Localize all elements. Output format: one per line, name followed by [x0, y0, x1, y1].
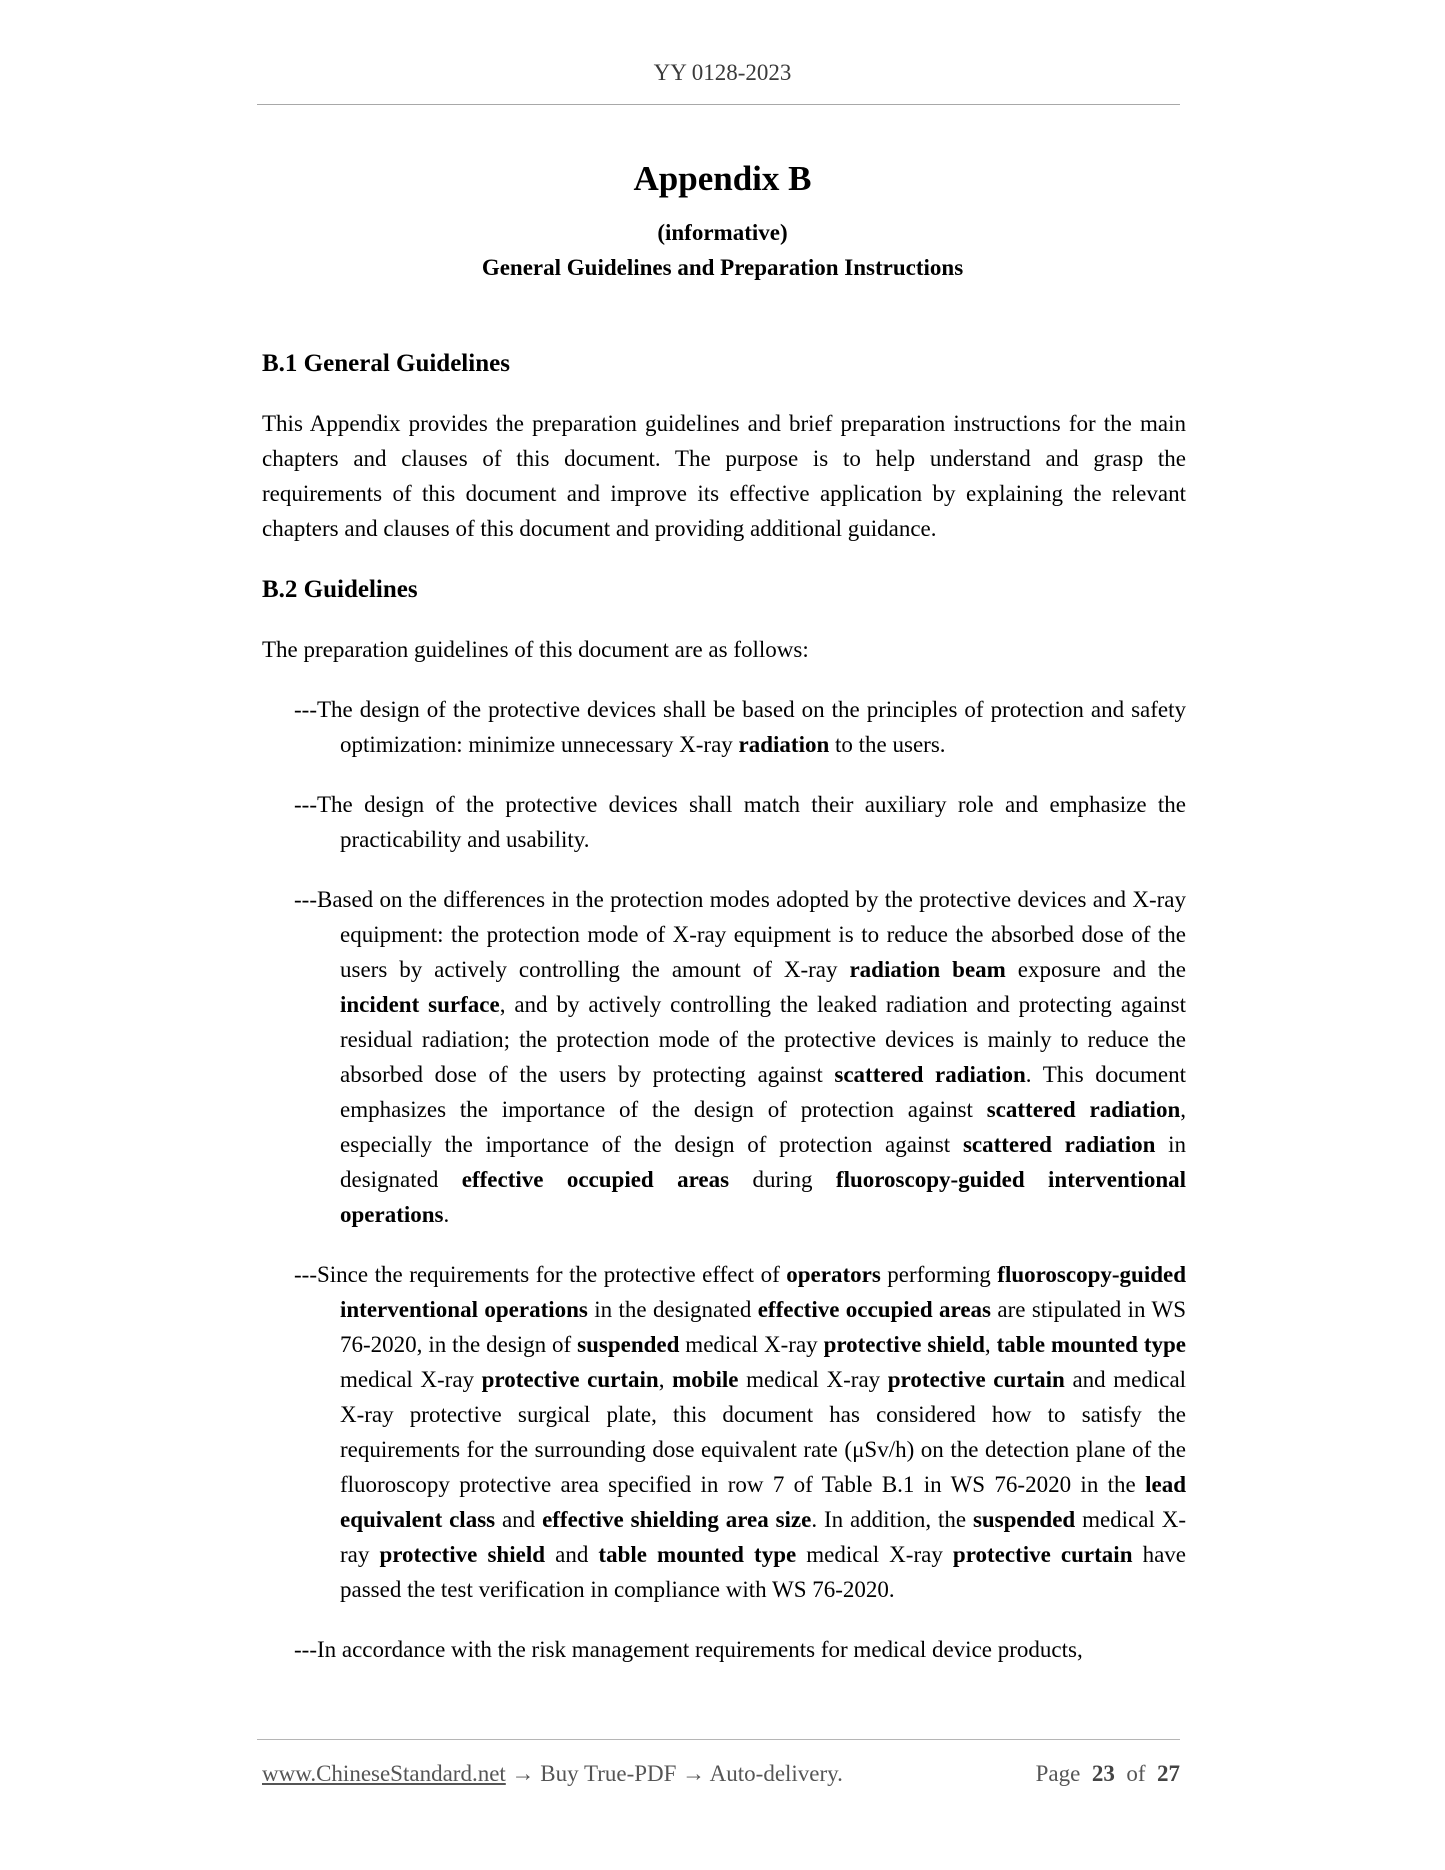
text-run: ---Based on the differences in the protection modes adopted by the protective devices and X-ray equipment: the protection mode of X-ray equipment is to reduce the absorbed dose of the users by actively controlling the amount of X-ray: [294, 887, 1186, 982]
appendix-subtitle: (informative): [657, 220, 788, 245]
text-run: in the designated: [587, 1297, 758, 1322]
bold-term: scattered radiation: [834, 1062, 1026, 1087]
bold-term: incident surface: [340, 992, 500, 1017]
text-run: are stipulated in WS 76-2020, in the design of: [340, 1297, 1186, 1357]
list-item: [262, 1632, 1186, 1667]
text-run: ,: [658, 1367, 673, 1392]
text-run: , especially the importance of the design of protection against: [340, 1097, 1186, 1157]
bold-term: fluoroscopy-guided interventional operations: [340, 1167, 1186, 1227]
bold-term: protective shield: [379, 1542, 546, 1567]
bold-term: radiation: [738, 732, 830, 757]
list-item: [262, 882, 1186, 1232]
page-number: [1036, 1761, 1180, 1787]
text-run: medical X-ray: [679, 1332, 824, 1357]
bold-term: operators: [786, 1262, 881, 1287]
text-run: .: [443, 1202, 450, 1227]
section-paragraph-b1: This Appendix provides the preparation guidelines and brief preparation instructions for the main chapters and clauses of this document. The purpose is to help understand and grasp the requirements of this document and improve its effective application by explaining the relevant chapters and clauses of this document and providing additional guidance.: [262, 411, 1186, 541]
text-run: performing: [880, 1262, 998, 1287]
list-item: [262, 787, 1186, 857]
bold-term: effective occupied areas: [461, 1167, 730, 1192]
bold-term: protective curtain: [481, 1367, 659, 1392]
text-run: ---In accordance with the risk management requirements for medical device products,: [294, 1637, 1083, 1662]
text-run: and: [545, 1542, 599, 1567]
text-run: . In addition, the: [811, 1507, 973, 1532]
text-run: medical X-ray: [340, 1507, 1187, 1567]
bold-term: fluoroscopy-guided interventional operations: [340, 1262, 1186, 1322]
bold-term: table mounted type: [598, 1542, 797, 1567]
text-run: ,: [984, 1332, 997, 1357]
bold-term: radiation beam: [849, 957, 1006, 982]
page-footer: [262, 1761, 1180, 1787]
document-code: YY 0128-2023: [653, 60, 792, 85]
current-page: 23: [1091, 1761, 1115, 1786]
text-run: and: [495, 1507, 543, 1532]
bold-term: table mounted type: [996, 1332, 1186, 1357]
footer-promo: → Buy True-PDF → Auto-delivery.: [505, 1761, 843, 1786]
page-label: Page: [1035, 1761, 1081, 1786]
text-run: during: [729, 1167, 836, 1192]
list-item: [262, 692, 1186, 762]
guideline-list: [262, 692, 1186, 1667]
text-run: medical X-ray: [738, 1367, 888, 1392]
bold-term: protective curtain: [887, 1367, 1065, 1392]
text-run: ---The design of the protective devices shall be based on the principles of protection and safety optimization: minimize unnecessary X-ray: [294, 697, 1186, 757]
of-label: of: [1126, 1761, 1146, 1786]
list-item: [262, 1257, 1186, 1607]
bold-term: scattered radiation: [986, 1097, 1181, 1122]
bold-term: suspended: [577, 1332, 680, 1357]
text-run: ---Since the requirements for the protective effect of: [294, 1262, 787, 1287]
section-heading-b1: B.1 General Guidelines: [262, 350, 510, 377]
text-run: exposure and the: [1005, 957, 1186, 982]
appendix-name: General Guidelines and Preparation Instructions: [481, 255, 964, 280]
bold-term: effective occupied areas: [757, 1297, 992, 1322]
bold-term: mobile: [672, 1367, 739, 1392]
header-divider: [257, 104, 1180, 105]
bold-term: effective shielding area size: [542, 1507, 812, 1532]
text-run: ---The design of the protective devices shall match their auxiliary role and emphasize the practicability and usability.: [294, 792, 1186, 852]
text-run: in designated: [340, 1132, 1187, 1192]
bold-term: protective shield: [823, 1332, 985, 1357]
text-run: . This document emphasizes the importance of the design of protection against: [340, 1062, 1187, 1122]
bold-term: suspended: [972, 1507, 1076, 1532]
bold-term: scattered radiation: [962, 1132, 1156, 1157]
section-paragraph-b2: The preparation guidelines of this document are as follows:: [262, 637, 809, 662]
section-heading-b2: B.2 Guidelines: [262, 576, 418, 603]
bold-term: lead equivalent class: [340, 1472, 1186, 1532]
appendix-title: Appendix B: [633, 159, 812, 198]
text-run: and medical X-ray protective surgical plate, this document has considered how to satisfy the requirements for the surrounding dose equivalent rate (μSv/h) on the detection plane of the fluoroscopy protective area specified in row 7 of Table B.1 in WS 76-2020 in the: [340, 1367, 1187, 1497]
bold-term: protective curtain: [952, 1542, 1133, 1567]
text-run: , and by actively controlling the leaked radiation and protecting against residual radiation; the protection mode of the protective devices is mainly to reduce the absorbed dose of the users by protecting against: [340, 992, 1186, 1087]
text-run: medical X-ray: [340, 1367, 482, 1392]
total-pages: 27: [1157, 1761, 1180, 1786]
text-run: have passed the test verification in compliance with WS 76-2020.: [340, 1542, 1186, 1602]
text-run: medical X-ray: [796, 1542, 953, 1567]
document-body: [262, 346, 1186, 1667]
text-run: to the users.: [829, 732, 946, 757]
footer-divider: [257, 1739, 1180, 1740]
website-link[interactable]: www.ChineseStandard.net: [262, 1761, 506, 1786]
